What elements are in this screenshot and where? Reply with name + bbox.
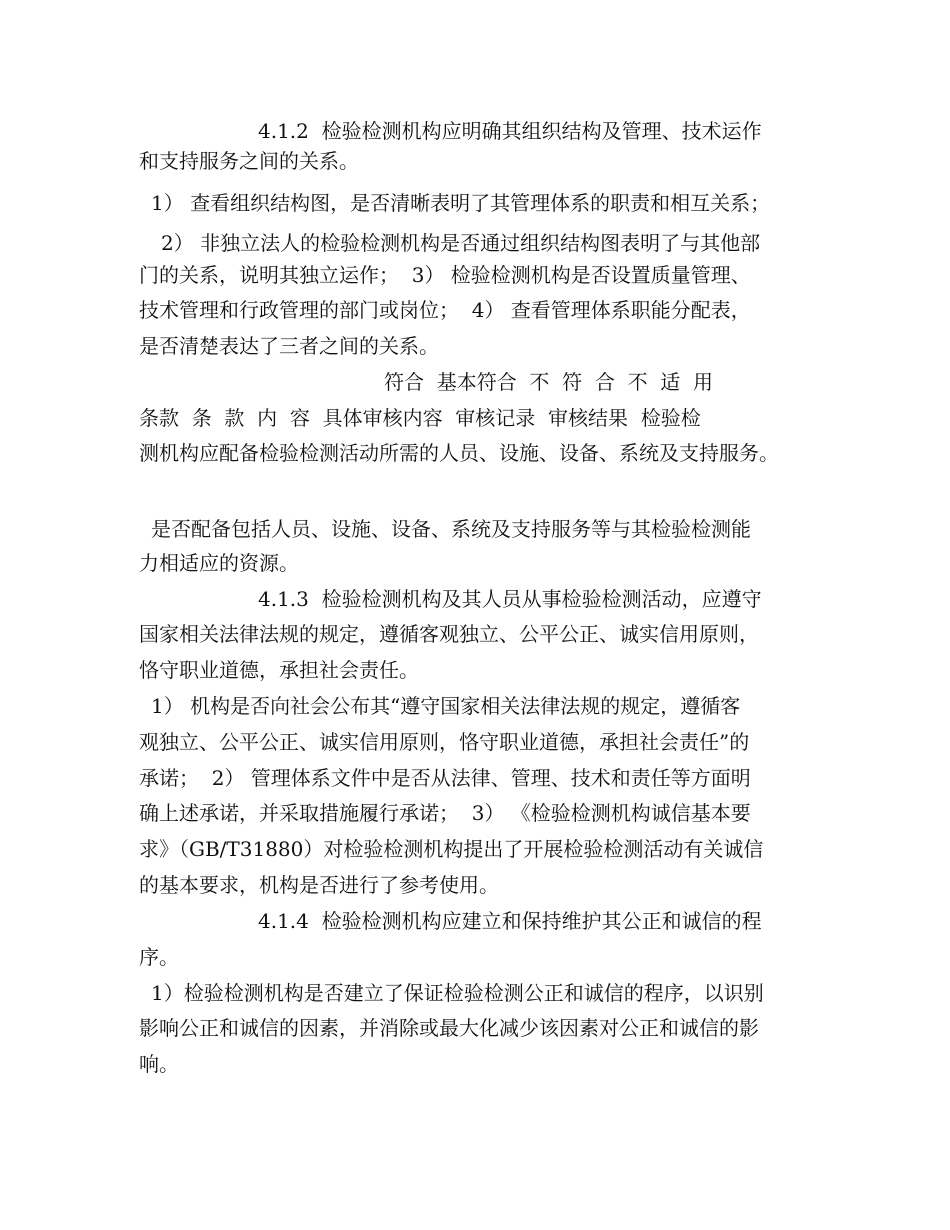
text-line: 1） 机构是否向社会公布其“遵守国家相关法律法规的规定，遵循客	[151, 694, 741, 718]
text-line: 是否清楚表达了三者之间的关系。	[139, 334, 439, 358]
text-line: 技术管理和行政管理的部门或岗位； 4） 查看管理体系职能分配表，	[139, 298, 751, 322]
text-line: 求》（GB/T31880）对检验检测机构提出了开展检验检测活动有关诚信	[139, 837, 764, 861]
text-line: 确上述承诺，并采取措施履行承诺； 3） 《检验检测机构诚信基本要	[139, 801, 751, 825]
text-line: 2） 非独立法人的检验检测机构是否通过组织结构图表明了与其他部	[161, 231, 761, 255]
text-line: 的基本要求，机构是否进行了参考使用。	[139, 873, 499, 897]
text-line: 1） 查看组织结构图，是否清晰表明了其管理体系的职责和相互关系；	[151, 191, 771, 215]
text-line: 承诺； 2） 管理体系文件中是否从法律、管理、技术和责任等方面明	[139, 766, 751, 790]
table-header-results: 符合 基本符合 不 符 合 不 适 用	[384, 370, 714, 394]
table-header-columns: 条款 条 款 内 容 具体审核内容 审核记录 审核结果 检验检	[139, 406, 701, 430]
text-line: 力相适应的资源。	[139, 551, 299, 575]
clause-4-1-2-heading: 4.1.2 检验检测机构应明确其组织结构及管理、技术运作	[258, 119, 762, 143]
clause-4-1-3-heading: 4.1.3 检验检测机构及其人员从事检验检测活动，应遵守	[258, 587, 762, 611]
text-line: 门的关系，说明其独立运作； 3） 检验检测机构是否设置质量管理、	[139, 263, 751, 287]
text-line: 测机构应配备检验检测活动所需的人员、设施、设备、系统及支持服务。	[139, 441, 779, 465]
text-line: 是否配备包括人员、设施、设备、系统及支持服务等与其检验检测能	[151, 517, 751, 541]
text-line: 1）检验检测机构是否建立了保证检验检测公正和诚信的程序，以识别	[151, 981, 764, 1005]
text-line: 国家相关法律法规的规定，遵循客观独立、公平公正、诚实信用原则，	[139, 622, 759, 646]
text-line: 恪守职业道德，承担社会责任。	[139, 658, 419, 682]
text-line: 响。	[139, 1052, 179, 1076]
text-line: 影响公正和诚信的因素，并消除或最大化减少该因素对公正和诚信的影	[139, 1016, 759, 1040]
text-line: 观独立、公平公正、诚实信用原则，恪守职业道德，承担社会责任”的	[139, 730, 750, 754]
text-line: 序。	[139, 945, 179, 969]
clause-4-1-4-heading: 4.1.4 检验检测机构应建立和保持维护其公正和诚信的程	[258, 909, 762, 933]
text-line: 和支持服务之间的关系。	[139, 149, 359, 173]
